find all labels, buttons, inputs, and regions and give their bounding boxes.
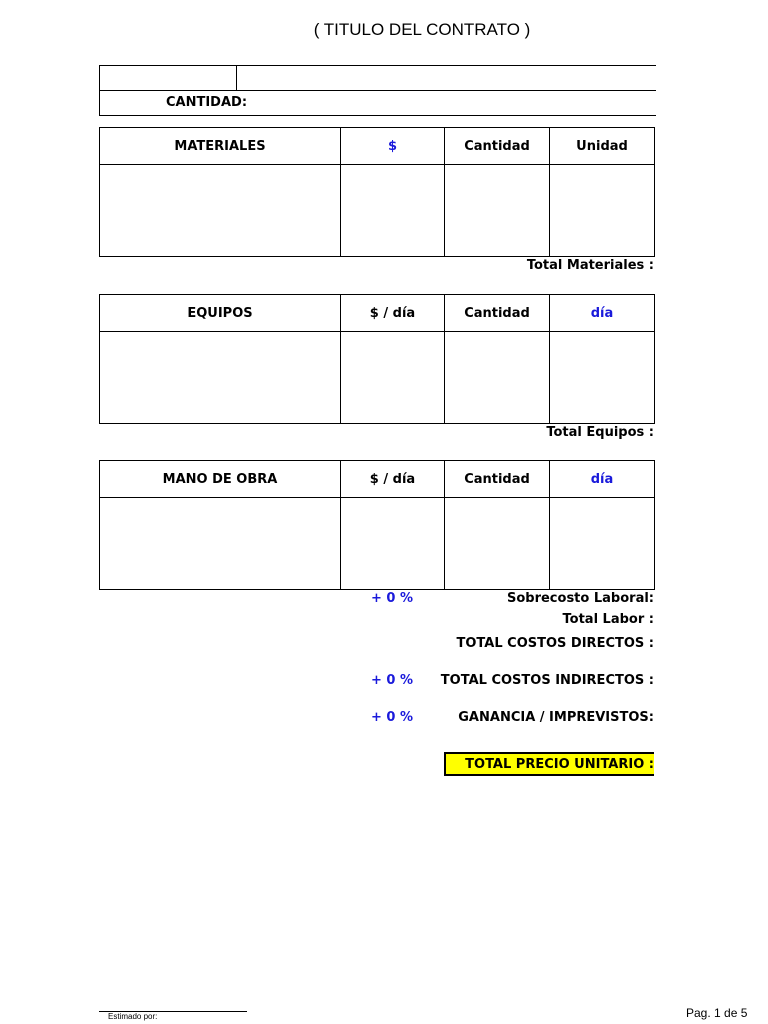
mano-obra-cell[interactable]	[100, 498, 341, 590]
total-labor-label: Total Labor :	[562, 612, 654, 627]
materiales-price-cell[interactable]	[341, 165, 445, 257]
header-divider	[236, 66, 237, 90]
page-number: Pag. 1 de 5	[686, 1006, 748, 1020]
total-precio-label: TOTAL PRECIO UNITARIO :	[465, 757, 654, 772]
materiales-qty-header: Cantidad	[445, 128, 550, 165]
mano-obra-table	[99, 460, 655, 590]
ganancia-label: GANANCIA / IMPREVISTOS:	[458, 710, 654, 725]
equipos-header: EQUIPOS	[100, 295, 341, 332]
sobrecosto-label: Sobrecosto Laboral:	[506, 591, 654, 606]
materiales-unit-header: Unidad	[550, 128, 655, 165]
cantidad-row	[100, 91, 656, 116]
equipos-price-header: $ / día	[341, 295, 445, 332]
materiales-cell[interactable]	[100, 165, 341, 257]
cantidad-label: CANTIDAD:	[166, 95, 248, 110]
equipos-qty-header: Cantidad	[445, 295, 550, 332]
header-box	[99, 65, 656, 116]
materiales-header: MATERIALES	[100, 128, 341, 165]
equipos-table	[99, 294, 655, 424]
materiales-price-header: $	[341, 128, 445, 165]
mano-obra-days-cell[interactable]	[550, 498, 655, 590]
mano-obra-days-header: día	[550, 461, 655, 498]
materiales-qty-cell[interactable]	[445, 165, 550, 257]
equipos-qty-cell[interactable]	[445, 332, 550, 424]
mano-obra-qty-cell[interactable]	[445, 498, 550, 590]
materiales-table	[99, 127, 655, 257]
equipos-days-cell[interactable]	[550, 332, 655, 424]
total-materiales-label: Total Materiales :	[526, 258, 654, 273]
mano-obra-price-cell[interactable]	[341, 498, 445, 590]
total-directos-label: TOTAL COSTOS DIRECTOS :	[456, 636, 654, 651]
mano-obra-price-header: $ / día	[341, 461, 445, 498]
ganancia-percent[interactable]: + 0 %	[370, 710, 413, 725]
equipos-price-cell[interactable]	[341, 332, 445, 424]
materiales-unit-cell[interactable]	[550, 165, 655, 257]
total-equipos-label: Total Equipos :	[546, 425, 654, 440]
header-row-top	[100, 66, 656, 91]
total-indirectos-label: TOTAL COSTOS INDIRECTOS :	[440, 673, 654, 688]
indirectos-percent[interactable]: + 0 %	[370, 673, 413, 688]
equipos-days-header: día	[550, 295, 655, 332]
total-precio-box	[444, 752, 654, 776]
mano-obra-qty-header: Cantidad	[445, 461, 550, 498]
equipos-cell[interactable]	[100, 332, 341, 424]
estimado-label: Estimado por:	[108, 1012, 158, 1021]
document-title: ( TITULO DEL CONTRATO )	[313, 20, 531, 39]
mano-obra-header: MANO DE OBRA	[100, 461, 341, 498]
sobrecosto-percent[interactable]: + 0 %	[370, 591, 413, 606]
